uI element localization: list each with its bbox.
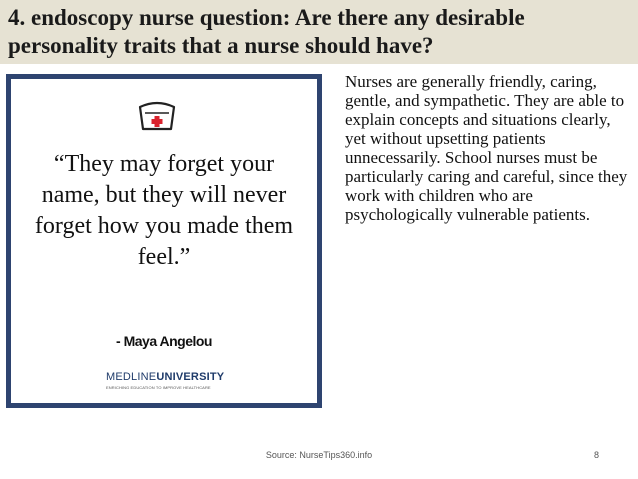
page-number: 8 bbox=[594, 450, 600, 460]
quote-card bbox=[6, 74, 322, 408]
source-credit: Source: NurseTips360.info bbox=[265, 450, 373, 460]
brand-tagline: ENRICHING EDUCATION TO IMPROVE HEALTHCARE bbox=[106, 385, 211, 390]
quote-author: - Maya Angelou bbox=[116, 333, 212, 349]
title-bar bbox=[0, 0, 638, 64]
brand-logo bbox=[106, 371, 246, 383]
brand-name-part2: UNIVERSITY bbox=[156, 371, 225, 383]
quote-text: “They may forget your name, but they will never forget how you made them feel.” bbox=[34, 151, 294, 270]
body-text: Nurses are generally friendly, caring, gentle, and sympathetic. They are able to explain concepts and situations clearly, yet without upsetting patients unnecessarily. School nurses must be particularly caring and careful, since they work with children who are psychologically vulnerable patients. bbox=[345, 72, 628, 224]
brand-name-part1: MEDLINE bbox=[106, 371, 157, 383]
nurse-cap-icon bbox=[134, 97, 180, 133]
slide-title: 4. endoscopy nurse question: Are there any desirable personality traits that a nurse should have? bbox=[8, 5, 525, 58]
